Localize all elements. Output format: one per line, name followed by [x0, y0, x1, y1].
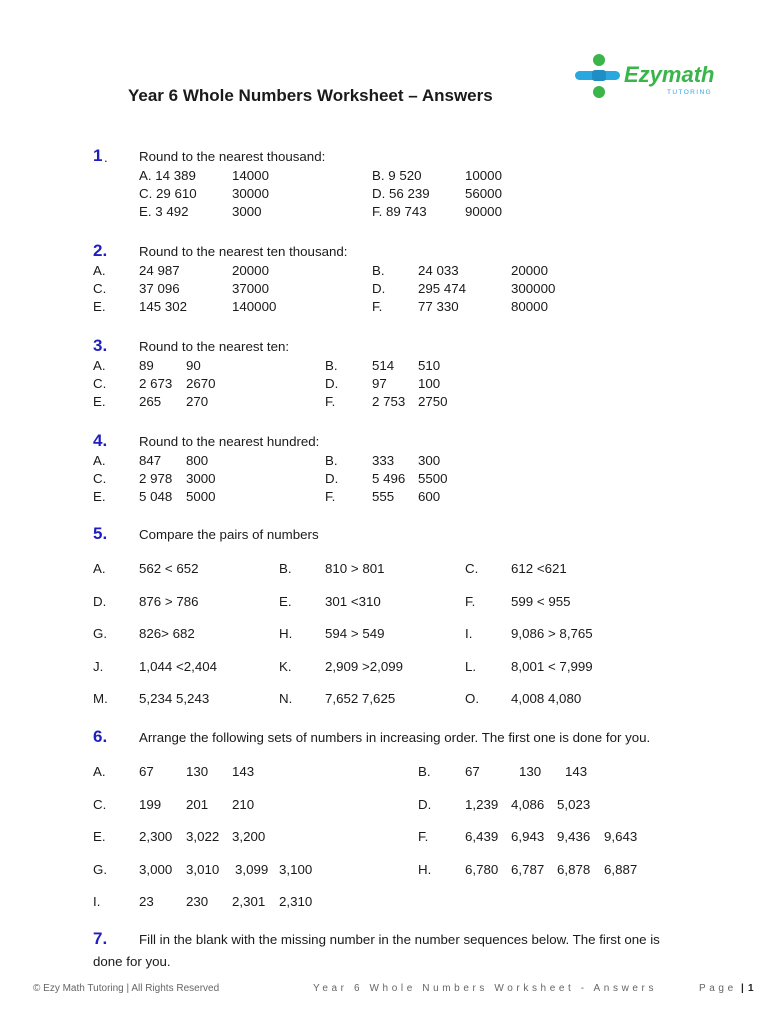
q5-o-label: O. [465, 691, 480, 706]
q1-a-question: A. 14 389 [139, 168, 196, 183]
q5-a-label: A. [93, 561, 106, 576]
q4-e-label: E. [93, 489, 106, 504]
q5-i-answer: 9,086 > 8,765 [511, 626, 593, 641]
q6-e-value-3: 3,200 [232, 829, 266, 844]
q5-o-answer: 4,008 4,080 [511, 691, 582, 706]
q6-e-label: E. [93, 829, 106, 844]
q5-f-answer: 599 < 955 [511, 594, 571, 609]
q2-e-value: 145 302 [139, 299, 188, 314]
q6-g-value-2: 3,010 [186, 862, 220, 877]
q6-h-value-2: 6,787 [511, 862, 545, 877]
footer-page-number: 1 [748, 983, 754, 994]
footer-doc-title: Year 6 Whole Numbers Worksheet - Answers [313, 983, 658, 994]
q6-a-value-2: 130 [186, 764, 209, 779]
q2-b-label: B. [372, 263, 385, 278]
q1-e-answer: 3000 [232, 204, 262, 219]
q4-d-answer: 5500 [418, 471, 448, 486]
q7-number: 7. [93, 929, 108, 948]
q5-k-label: K. [279, 659, 292, 674]
q2-a-answer: 20000 [232, 263, 269, 278]
q3-b-answer: 510 [418, 358, 441, 373]
q2-f-answer: 80000 [511, 299, 548, 314]
q5-number: 5. [93, 524, 108, 543]
q6-i-value-2: 230 [186, 894, 209, 909]
q6-b-label: B. [418, 764, 431, 779]
q5-k-answer: 2,909 >2,099 [325, 659, 404, 674]
q2-d-label: D. [372, 281, 386, 296]
q1-prompt: Round to the nearest thousand: [139, 149, 326, 164]
q4-c-value: 2 978 [139, 471, 173, 486]
q1-d-question: D. 56 239 [372, 186, 430, 201]
q1-number-dot: . [104, 150, 108, 165]
q4-b-label: B. [325, 453, 338, 468]
q3-e-answer: 270 [186, 394, 209, 409]
q6-i-value-4: 2,310 [279, 894, 313, 909]
q5-d-answer: 876 > 786 [139, 594, 199, 609]
q6-a-label: A. [93, 764, 106, 779]
q4-c-answer: 3000 [186, 471, 216, 486]
q3-c-value: 2 673 [139, 376, 173, 391]
q2-b-answer: 20000 [511, 263, 548, 278]
q5-a-answer: 562 < 652 [139, 561, 199, 576]
q6-d-label: D. [418, 797, 432, 812]
q5-d-label: D. [93, 594, 107, 609]
q7-prompt-line-1: Fill in the blank with the missing number in the number sequences below. The first one is [139, 932, 660, 947]
q3-e-label: E. [93, 394, 106, 409]
q6-f-label: F. [418, 829, 429, 844]
q2-d-answer: 300000 [511, 281, 556, 296]
q2-b-value: 24 033 [418, 263, 459, 278]
q3-d-label: D. [325, 376, 339, 391]
q1-f-answer: 90000 [465, 204, 502, 219]
q4-c-label: C. [93, 471, 107, 486]
q6-d-value-2: 4,086 [511, 797, 545, 812]
q6-i-value-3: 2,301 [232, 894, 266, 909]
q2-c-label: C. [93, 281, 107, 296]
q6-prompt: Arrange the following sets of numbers in increasing order. The first one is done for you. [139, 730, 651, 745]
q6-h-value-4: 6,887 [604, 862, 638, 877]
q1-a-answer: 14000 [232, 168, 269, 183]
q6-f-value-3: 9,436 [557, 829, 591, 844]
q3-d-answer: 100 [418, 376, 441, 391]
q5-l-answer: 8,001 < 7,999 [511, 659, 593, 674]
q5-i-label: I. [465, 626, 473, 641]
q6-e-value-1: 2,300 [139, 829, 173, 844]
q6-c-value-2: 201 [186, 797, 209, 812]
q6-d-value-1: 1,239 [465, 797, 499, 812]
footer-copyright: © Ezy Math Tutoring | All Rights Reserved [33, 983, 220, 994]
q4-d-label: D. [325, 471, 339, 486]
q5-g-label: G. [93, 626, 108, 641]
q4-e-value: 5 048 [139, 489, 173, 504]
q2-number: 2. [93, 241, 108, 260]
q6-h-value-3: 6,878 [557, 862, 591, 877]
q6-c-value-1: 199 [139, 797, 162, 812]
q5-c-label: C. [465, 561, 479, 576]
q3-f-value: 2 753 [372, 394, 406, 409]
footer-page-label: Page [699, 983, 737, 994]
q4-b-value: 333 [372, 453, 395, 468]
q3-c-answer: 2670 [186, 376, 216, 391]
q5-b-answer: 810 > 801 [325, 561, 385, 576]
q1-d-answer: 56000 [465, 186, 502, 201]
q6-f-value-2: 6,943 [511, 829, 545, 844]
q3-prompt: Round to the nearest ten: [139, 339, 290, 354]
q6-f-value-1: 6,439 [465, 829, 499, 844]
logo-figure-icon [575, 54, 620, 98]
q5-h-label: H. [279, 626, 293, 641]
q6-d-value-3: 5,023 [557, 797, 591, 812]
q2-f-label: F. [372, 299, 383, 314]
q2-f-value: 77 330 [418, 299, 459, 314]
q2-d-value: 295 474 [418, 281, 467, 296]
q2-c-answer: 37000 [232, 281, 269, 296]
q3-f-label: F. [325, 394, 336, 409]
q4-b-answer: 300 [418, 453, 441, 468]
q6-b-value-3: 143 [565, 764, 588, 779]
logo-brand-text: Ezymath [624, 62, 715, 87]
q1-c-question: C. 29 610 [139, 186, 197, 201]
q5-l-label: L. [465, 659, 477, 674]
q3-f-answer: 2750 [418, 394, 448, 409]
q5-prompt: Compare the pairs of numbers [139, 527, 319, 542]
q2-a-label: A. [93, 263, 106, 278]
q4-e-answer: 5000 [186, 489, 216, 504]
q3-a-value: 89 [139, 358, 154, 373]
q3-number: 3. [93, 336, 108, 355]
q4-f-answer: 600 [418, 489, 441, 504]
q6-number: 6. [93, 727, 108, 746]
q6-i-value-1: 23 [139, 894, 154, 909]
q6-c-value-3: 210 [232, 797, 255, 812]
q6-g-value-3: 3,099 [235, 862, 269, 877]
q4-d-value: 5 496 [372, 471, 406, 486]
q5-m-label: M. [93, 691, 108, 706]
q5-j-label: J. [93, 659, 104, 674]
q3-a-answer: 90 [186, 358, 201, 373]
q2-e-answer: 140000 [232, 299, 277, 314]
q6-g-value-1: 3,000 [139, 862, 173, 877]
logo-sub-text: TUTORING [667, 89, 713, 96]
q4-a-label: A. [93, 453, 106, 468]
q1-number: 1 [93, 146, 103, 165]
q3-e-value: 265 [139, 394, 162, 409]
q5-f-label: F. [465, 594, 476, 609]
q4-number: 4. [93, 431, 108, 450]
q1-e-question: E. 3 492 [139, 204, 189, 219]
q3-d-value: 97 [372, 376, 387, 391]
q1-f-question: F. 89 743 [372, 204, 427, 219]
q6-c-label: C. [93, 797, 107, 812]
q6-a-value-1: 67 [139, 764, 154, 779]
q5-e-answer: 301 <310 [325, 594, 381, 609]
q3-b-label: B. [325, 358, 338, 373]
q6-h-value-1: 6,780 [465, 862, 499, 877]
q1-b-answer: 10000 [465, 168, 502, 183]
q1-b-question: B. 9 520 [372, 168, 422, 183]
q2-c-value: 37 096 [139, 281, 180, 296]
q6-f-value-4: 9,643 [604, 829, 638, 844]
q2-prompt: Round to the nearest ten thousand: [139, 244, 348, 259]
page-title: Year 6 Whole Numbers Worksheet – Answers [128, 86, 493, 105]
q5-g-answer: 826> 682 [139, 626, 195, 641]
q4-a-answer: 800 [186, 453, 209, 468]
q6-e-value-2: 3,022 [186, 829, 220, 844]
q3-a-label: A. [93, 358, 106, 373]
q2-a-value: 24 987 [139, 263, 180, 278]
footer-separator: | [741, 983, 744, 994]
q4-prompt: Round to the nearest hundred: [139, 434, 320, 449]
q6-b-value-1: 67 [465, 764, 480, 779]
q3-b-value: 514 [372, 358, 395, 373]
q6-g-value-4: 3,100 [279, 862, 313, 877]
ezymath-logo [572, 52, 722, 102]
q7-prompt-line-2: done for you. [93, 954, 171, 969]
q3-c-label: C. [93, 376, 107, 391]
q6-a-value-3: 143 [232, 764, 255, 779]
q6-h-label: H. [418, 862, 432, 877]
q5-j-answer: 1,044 <2,404 [139, 659, 218, 674]
q6-g-label: G. [93, 862, 108, 877]
q4-f-label: F. [325, 489, 336, 504]
q4-a-value: 847 [139, 453, 162, 468]
q6-b-value-2: 130 [519, 764, 542, 779]
q5-m-answer: 5,234 5,243 [139, 691, 210, 706]
q6-i-label: I. [93, 894, 101, 909]
q5-n-answer: 7,652 7,625 [325, 691, 396, 706]
q5-h-answer: 594 > 549 [325, 626, 385, 641]
q5-e-label: E. [279, 594, 292, 609]
q5-c-answer: 612 <621 [511, 561, 567, 576]
q2-e-label: E. [93, 299, 106, 314]
q1-c-answer: 30000 [232, 186, 269, 201]
q5-b-label: B. [279, 561, 292, 576]
q5-n-label: N. [279, 691, 293, 706]
q4-f-value: 555 [372, 489, 395, 504]
